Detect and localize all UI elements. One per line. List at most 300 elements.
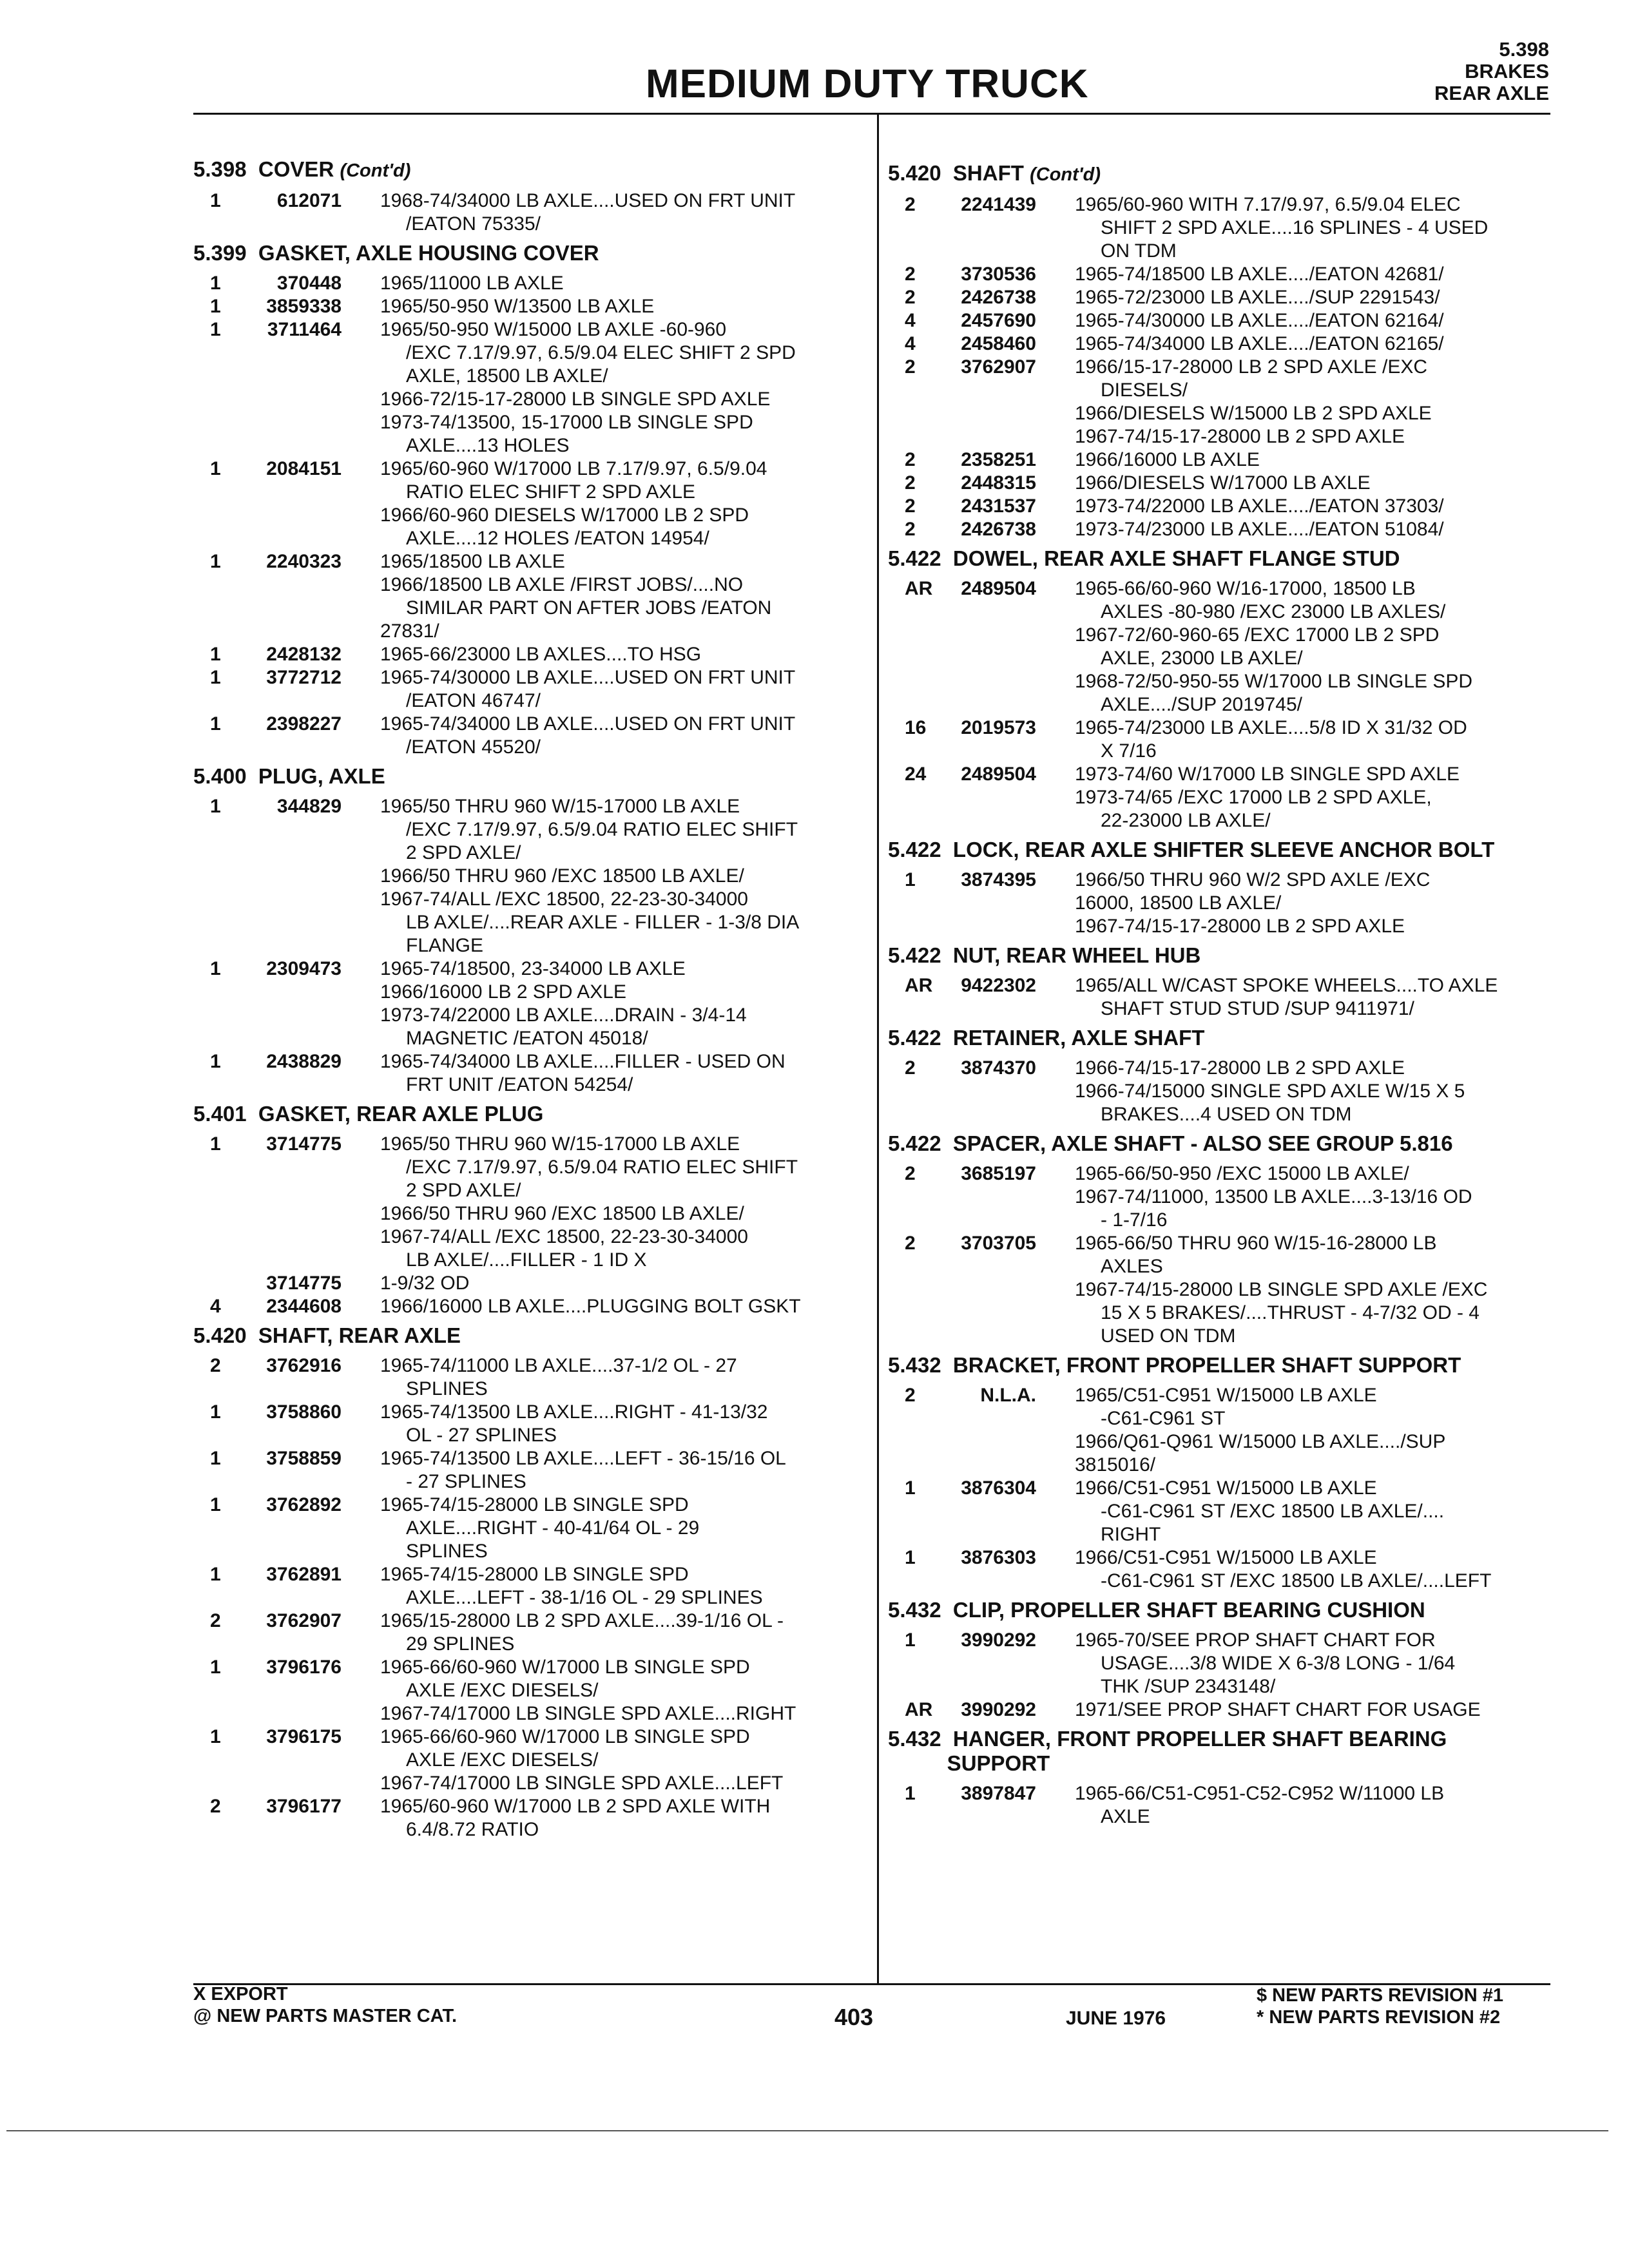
description-line: /EATON 75335/ <box>406 213 541 235</box>
description-line: SPLINES <box>406 1541 488 1562</box>
description-line: SHIFT 2 SPD AXLE....16 SPLINES - 4 USED <box>1101 217 1489 238</box>
part-number: 2398227 <box>266 713 342 735</box>
section-heading <box>888 1727 1558 1776</box>
part-entry <box>888 193 1558 263</box>
part-description <box>380 1354 863 1401</box>
description-line: FLANGE <box>406 935 484 956</box>
part-quantity: 2 <box>210 1796 221 1817</box>
section-subgroup: REAR AXLE <box>1434 82 1549 104</box>
description-line: 1965-72/23000 LB AXLE..../SUP 2291543/ <box>1075 287 1440 308</box>
part-entry <box>888 974 1558 1021</box>
section-heading <box>888 943 1558 968</box>
description-line: 1966/Q61-Q961 W/15000 LB AXLE..../SUP <box>1075 1431 1446 1452</box>
description-line: 1965-74/34000 LB AXLE....FILLER - USED ON <box>380 1051 786 1072</box>
part-quantity: 2 <box>905 1233 916 1254</box>
description-line: 1966/15-17-28000 LB 2 SPD AXLE /EXC <box>1075 356 1428 378</box>
description-line: BRAKES....4 USED ON TDM <box>1101 1104 1352 1125</box>
description-line: SPLINES <box>406 1378 488 1399</box>
part-description <box>380 1795 863 1841</box>
part-quantity: 1 <box>210 1401 221 1423</box>
part-quantity: 1 <box>210 1726 221 1747</box>
part-description <box>1075 495 1558 518</box>
description-line: 1966/DIESELS W/17000 LB AXLE <box>1075 472 1371 494</box>
description-line: 1968-74/34000 LB AXLE....USED ON FRT UNIT <box>380 190 796 211</box>
description-line: RIGHT <box>1101 1524 1161 1545</box>
section-heading-text: 5.400 PLUG, AXLE <box>193 764 385 788</box>
part-description <box>380 1401 863 1447</box>
part-description <box>380 1050 863 1097</box>
section-heading <box>888 546 1558 571</box>
part-entry <box>888 1057 1558 1126</box>
description-line: /EXC 7.17/9.97, 6.5/9.04 RATIO ELEC SHIFT <box>406 1157 798 1178</box>
section-heading <box>888 161 1558 187</box>
description-line: 1965/60-960 WITH 7.17/9.97, 6.5/9.04 ELEC <box>1075 194 1461 215</box>
description-line: 1965-74/34000 LB AXLE..../EATON 62165/ <box>1075 333 1444 354</box>
part-number: 3714775 <box>266 1273 342 1294</box>
description-line: AXLES -80-980 /EXC 23000 LB AXLES/ <box>1101 601 1446 622</box>
description-line: AXLE <box>1101 1806 1150 1827</box>
description-line: 6.4/8.72 RATIO <box>406 1819 539 1840</box>
description-line: -C61-C961 ST /EXC 18500 LB AXLE/....LEFT <box>1101 1570 1492 1591</box>
part-quantity: 2 <box>905 1057 916 1079</box>
section-heading-text: 5.420 SHAFT <box>888 161 1024 185</box>
part-number: 3758859 <box>266 1448 342 1469</box>
part-entry <box>193 1354 863 1401</box>
part-number: 2426738 <box>961 287 1036 308</box>
part-description <box>380 272 863 295</box>
section-heading-text: 5.432 BRACKET, FRONT PROPELLER SHAFT SUPPORT <box>888 1353 1461 1377</box>
description-line: 1966/50 THRU 960 W/2 SPD AXLE /EXC <box>1075 869 1431 890</box>
part-description <box>380 1563 863 1610</box>
description-line: 1966/C51-C951 W/15000 LB AXLE <box>1075 1477 1377 1499</box>
description-line: 1965/60-960 W/17000 LB 2 SPD AXLE WITH <box>380 1796 771 1817</box>
part-description <box>380 457 863 550</box>
part-entry <box>193 1295 863 1318</box>
part-number: 3796176 <box>266 1657 342 1678</box>
part-entry <box>888 356 1558 448</box>
part-quantity: 1 <box>210 273 221 294</box>
description-line: 1965-74/30000 LB AXLE....USED ON FRT UNIT <box>380 667 796 688</box>
description-line: 1967-74/15-17-28000 LB 2 SPD AXLE <box>1075 426 1405 447</box>
section-heading <box>193 1323 863 1348</box>
left-column <box>193 152 863 1841</box>
description-line: 1966/16000 LB AXLE....PLUGGING BOLT GSKT <box>380 1296 801 1317</box>
part-number: 2458460 <box>961 333 1036 354</box>
part-entry <box>888 495 1558 518</box>
part-description <box>1075 974 1558 1021</box>
part-quantity: 1 <box>210 551 221 572</box>
part-entry <box>888 263 1558 286</box>
part-description <box>380 1272 863 1295</box>
section-heading <box>888 1026 1558 1050</box>
part-number: 3714775 <box>266 1133 342 1155</box>
part-description <box>380 795 863 957</box>
part-number: 3859338 <box>266 296 342 317</box>
description-line: 1965-66/50-950 /EXC 15000 LB AXLE/ <box>1075 1163 1409 1184</box>
part-description <box>380 1133 863 1272</box>
description-line: DIESELS/ <box>1101 380 1188 401</box>
part-entry <box>888 716 1558 763</box>
part-quantity: 2 <box>905 287 916 308</box>
section-heading <box>193 157 863 183</box>
section-heading-text: 5.422 NUT, REAR WHEEL HUB <box>888 943 1201 967</box>
description-line: AXLE....LEFT - 38-1/16 OL - 29 SPLINES <box>406 1587 763 1608</box>
part-entry <box>193 1795 863 1841</box>
description-line: SIMILAR PART ON AFTER JOBS /EATON <box>406 597 772 619</box>
part-quantity: 1 <box>210 1051 221 1072</box>
description-line: 1965/ALL W/CAST SPOKE WHEELS....TO AXLE <box>1075 975 1498 996</box>
part-number: 370448 <box>276 273 342 294</box>
description-line: 16000, 18500 LB AXLE/ <box>1075 892 1282 914</box>
part-quantity: 2 <box>905 472 916 494</box>
part-number: 2358251 <box>961 449 1036 470</box>
part-entry <box>888 1477 1558 1546</box>
description-line: AXLE, 23000 LB AXLE/ <box>1101 648 1303 669</box>
description-line: X 7/16 <box>1101 740 1157 762</box>
description-line: 1965-74/34000 LB AXLE....USED ON FRT UNIT <box>380 713 796 735</box>
description-line: 1966/50 THRU 960 /EXC 18500 LB AXLE/ <box>380 865 744 887</box>
description-line: 1967-74/15-28000 LB SINGLE SPD AXLE /EXC <box>1075 1279 1488 1300</box>
part-entry <box>888 448 1558 472</box>
part-number: 2457690 <box>961 310 1036 331</box>
section-heading-text: 5.422 DOWEL, REAR AXLE SHAFT FLANGE STUD <box>888 546 1400 570</box>
part-entry <box>888 1629 1558 1698</box>
part-entry <box>193 318 863 457</box>
part-entry <box>193 713 863 759</box>
part-description <box>1075 472 1558 495</box>
description-line: /EATON 45520/ <box>406 736 541 758</box>
description-line: USAGE....3/8 WIDE X 6-3/8 LONG - 1/64 <box>1101 1653 1456 1674</box>
footer-legend-left <box>193 1983 457 2027</box>
description-line: 1965-66/60-960 W/16-17000, 18500 LB <box>1075 578 1416 599</box>
section-reference <box>1434 39 1549 104</box>
description-line: 22-23000 LB AXLE/ <box>1101 810 1271 831</box>
part-quantity: 1 <box>905 1547 916 1568</box>
description-line: 1965-66/C51-C951-C52-C952 W/11000 LB <box>1075 1783 1445 1804</box>
part-quantity: 1 <box>905 1629 916 1651</box>
section-heading-text: 5.422 LOCK, REAR AXLE SHIFTER SLEEVE ANCHOR BOLT <box>888 838 1495 861</box>
part-quantity: 2 <box>905 449 916 470</box>
description-line: ON TDM <box>1101 240 1177 262</box>
part-description <box>1075 448 1558 472</box>
part-entry <box>888 869 1558 938</box>
description-line: 1965/15-28000 LB 2 SPD AXLE....39-1/16 OL - <box>380 1610 784 1631</box>
part-entry <box>193 1447 863 1494</box>
part-quantity: 2 <box>905 264 916 285</box>
description-line: 1965-66/23000 LB AXLES....TO HSG <box>380 644 702 665</box>
section-heading-text: 5.422 RETAINER, AXLE SHAFT <box>888 1026 1205 1050</box>
part-number: 2489504 <box>961 578 1036 599</box>
description-line: AXLE /EXC DIESELS/ <box>406 1680 599 1701</box>
part-description <box>380 713 863 759</box>
description-line: 1965-74/18500, 23-34000 LB AXLE <box>380 958 686 979</box>
description-line: 1973-74/22000 LB AXLE....DRAIN - 3/4-14 <box>380 1004 747 1026</box>
part-number: 3876303 <box>961 1547 1036 1568</box>
part-number: 344829 <box>276 796 342 817</box>
part-description <box>1075 263 1558 286</box>
part-quantity: 1 <box>210 1564 221 1585</box>
description-line: -C61-C961 ST /EXC 18500 LB AXLE/.... <box>1101 1501 1445 1522</box>
part-entry <box>193 189 863 236</box>
part-description <box>380 1656 863 1725</box>
description-line: 1966/50 THRU 960 /EXC 18500 LB AXLE/ <box>380 1203 744 1224</box>
section-heading <box>193 764 863 789</box>
description-line: 1971/SEE PROP SHAFT CHART FOR USAGE <box>1075 1699 1481 1720</box>
part-quantity: 1 <box>210 458 221 479</box>
part-number: 3730536 <box>961 264 1036 285</box>
page-number: 403 <box>834 2004 874 2030</box>
part-description <box>1075 869 1558 938</box>
part-entry <box>888 518 1558 541</box>
part-number: 3762907 <box>266 1610 342 1631</box>
section-heading-text: 5.432 CLIP, PROPELLER SHAFT BEARING CUSHION <box>888 1598 1425 1622</box>
part-number: 3758860 <box>266 1401 342 1423</box>
description-line: 1965/60-960 W/17000 LB 7.17/9.97, 6.5/9.04 <box>380 458 767 479</box>
part-description <box>1075 1057 1558 1126</box>
part-number: 3711464 <box>267 319 342 340</box>
description-line: 1965/50-950 W/15000 LB AXLE -60-960 <box>380 319 727 340</box>
part-description <box>1075 1477 1558 1546</box>
part-quantity: AR <box>905 975 933 996</box>
description-line: 1966-72/15-17-28000 LB SINGLE SPD AXLE <box>380 389 771 410</box>
description-line: 1966/16000 LB AXLE <box>1075 449 1260 470</box>
part-description <box>1075 1782 1558 1829</box>
part-number: 2344608 <box>266 1296 342 1317</box>
description-line: 1967-74/ALL /EXC 18500, 22-23-30-34000 <box>380 1226 748 1247</box>
description-line: 1965-74/11000 LB AXLE....37-1/2 OL - 27 <box>380 1355 737 1376</box>
part-quantity: 2 <box>905 495 916 517</box>
export-note: X EXPORT <box>193 1984 288 2004</box>
part-quantity: 24 <box>905 764 927 785</box>
description-line: AXLES <box>1101 1256 1163 1277</box>
part-description <box>1075 1698 1558 1722</box>
part-description <box>380 318 863 457</box>
part-number: 3796177 <box>266 1796 342 1817</box>
part-number: 2428132 <box>266 644 342 665</box>
section-heading <box>888 1598 1558 1622</box>
description-line: 1967-74/11000, 13500 LB AXLE....3-13/16 OD <box>1075 1186 1472 1207</box>
description-line: AXLE /EXC DIESELS/ <box>406 1749 599 1771</box>
description-line: /EXC 7.17/9.97, 6.5/9.04 ELEC SHIFT 2 SPD <box>406 342 796 363</box>
description-line: 1965-66/60-960 W/17000 LB SINGLE SPD <box>380 1726 750 1747</box>
part-quantity: 1 <box>210 958 221 979</box>
part-number: 3762907 <box>961 356 1036 378</box>
part-quantity: 1 <box>210 190 221 211</box>
description-line: 1965/50 THRU 960 W/15-17000 LB AXLE <box>380 1133 740 1155</box>
part-number: 9422302 <box>961 975 1036 996</box>
part-entry <box>888 286 1558 309</box>
part-number: 3796175 <box>266 1726 342 1747</box>
part-number: 3874395 <box>961 869 1036 890</box>
part-quantity: 2 <box>905 1385 916 1406</box>
section-heading-text: 5.432 HANGER, FRONT PROPELLER SHAFT BEARING SUPPORT <box>888 1727 1447 1775</box>
description-line: LB AXLE/....FILLER - 1 ID X <box>406 1249 647 1271</box>
part-description <box>1075 1162 1558 1232</box>
description-line: 1965-74/30000 LB AXLE..../EATON 62164/ <box>1075 310 1444 331</box>
description-line: 2 SPD AXLE/ <box>406 842 521 863</box>
part-quantity: 4 <box>210 1296 221 1317</box>
description-line: 1973-74/13500, 15-17000 LB SINGLE SPD <box>380 412 753 433</box>
part-entry <box>888 1384 1558 1477</box>
description-line: AXLE....13 HOLES <box>406 435 570 456</box>
part-number: 2489504 <box>961 764 1036 785</box>
description-line: 3815016/ <box>1075 1454 1156 1475</box>
description-line: OL - 27 SPLINES <box>406 1425 557 1446</box>
description-line: 1965/50 THRU 960 W/15-17000 LB AXLE <box>380 796 740 817</box>
part-entry <box>888 332 1558 356</box>
part-quantity: 2 <box>905 194 916 215</box>
description-line: /EATON 46747/ <box>406 690 541 711</box>
section-heading <box>193 1102 863 1126</box>
continued-label: (Cont'd) <box>340 160 411 181</box>
part-quantity: AR <box>905 1699 933 1720</box>
part-entry <box>888 1232 1558 1348</box>
section-code: 5.398 <box>1499 38 1549 61</box>
description-line: RATIO ELEC SHIFT 2 SPD AXLE <box>406 481 696 503</box>
part-description <box>1075 309 1558 332</box>
description-line: 1973-74/22000 LB AXLE..../EATON 37303/ <box>1075 495 1444 517</box>
description-line: 1973-74/23000 LB AXLE..../EATON 51084/ <box>1075 519 1444 540</box>
part-entry <box>193 795 863 957</box>
description-line: USED ON TDM <box>1101 1325 1236 1347</box>
part-description <box>380 1494 863 1563</box>
description-line: MAGNETIC /EATON 45018/ <box>406 1028 648 1049</box>
description-line: 1965-74/13500 LB AXLE....RIGHT - 41-13/32 <box>380 1401 768 1423</box>
description-line: 1965/C51-C951 W/15000 LB AXLE <box>1075 1385 1377 1406</box>
part-quantity: 1 <box>210 1448 221 1469</box>
part-entry <box>193 1050 863 1097</box>
part-number: 2309473 <box>266 958 342 979</box>
description-line: 1-9/32 OD <box>380 1273 470 1294</box>
description-line: 27831/ <box>380 620 439 642</box>
publication-date: JUNE 1976 <box>1066 2008 1166 2029</box>
part-number: 3874370 <box>961 1057 1036 1079</box>
part-description <box>380 1295 863 1318</box>
part-entry <box>888 1698 1558 1722</box>
part-number: 2426738 <box>961 519 1036 540</box>
part-entry <box>193 1494 863 1563</box>
part-description <box>380 189 863 236</box>
section-heading-text: 5.420 SHAFT, REAR AXLE <box>193 1323 461 1347</box>
part-entry <box>888 309 1558 332</box>
part-entry <box>193 272 863 295</box>
description-line: 1968-72/50-950-55 W/17000 LB SINGLE SPD <box>1075 671 1473 692</box>
description-line: 1965/50-950 W/13500 LB AXLE <box>380 296 655 317</box>
part-description <box>1075 193 1558 263</box>
footer-legend-right <box>1257 1984 1503 2028</box>
description-line: THK /SUP 2343148/ <box>1101 1676 1276 1697</box>
description-line: - 1-7/16 <box>1101 1209 1168 1231</box>
part-quantity: 4 <box>905 333 916 354</box>
description-line: 1965/18500 LB AXLE <box>380 551 565 572</box>
part-description <box>1075 577 1558 716</box>
section-heading-text: 5.401 GASKET, REAR AXLE PLUG <box>193 1102 544 1126</box>
part-quantity: 2 <box>905 519 916 540</box>
description-line: 1966/C51-C951 W/15000 LB AXLE <box>1075 1547 1377 1568</box>
part-quantity: 2 <box>905 1163 916 1184</box>
description-line: -C61-C961 ST <box>1101 1408 1226 1429</box>
revision-note-2: * NEW PARTS REVISION #2 <box>1257 2007 1501 2028</box>
part-description <box>1075 1232 1558 1348</box>
part-quantity: 2 <box>210 1355 221 1376</box>
column-divider <box>877 115 879 1983</box>
part-number: 3990292 <box>961 1629 1036 1651</box>
part-quantity: 1 <box>210 667 221 688</box>
description-line: 1965-74/13500 LB AXLE....LEFT - 36-15/16 OL <box>380 1448 786 1469</box>
part-number: 2019573 <box>961 717 1036 738</box>
part-quantity: 1 <box>210 296 221 317</box>
part-description <box>1075 1546 1558 1593</box>
description-line: FRT UNIT /EATON 54254/ <box>406 1074 633 1095</box>
description-line: 2 SPD AXLE/ <box>406 1180 521 1201</box>
part-description <box>1075 1629 1558 1698</box>
part-number: 3990292 <box>961 1699 1036 1720</box>
part-quantity: 1 <box>905 869 916 890</box>
part-number: 2084151 <box>266 458 342 479</box>
description-line: 1967-72/60-960-65 /EXC 17000 LB 2 SPD <box>1075 624 1440 646</box>
part-description <box>380 643 863 666</box>
part-number: 612071 <box>276 190 342 211</box>
section-heading-text: 5.399 GASKET, AXLE HOUSING COVER <box>193 241 599 265</box>
part-number: 3703705 <box>961 1233 1036 1254</box>
part-number: 2240323 <box>266 551 342 572</box>
master-catalog-note: @ NEW PARTS MASTER CAT. <box>193 2006 458 2026</box>
section-group: BRAKES <box>1465 60 1549 82</box>
part-description <box>380 1447 863 1494</box>
part-entry <box>888 1782 1558 1829</box>
part-number: 2431537 <box>961 495 1036 517</box>
description-line: AXLE....12 HOLES /EATON 14954/ <box>406 528 709 549</box>
description-line: 1965-74/23000 LB AXLE....5/8 ID X 31/32 OD <box>1075 717 1467 738</box>
part-number: 3772712 <box>266 667 342 688</box>
description-line: 1967-74/17000 LB SINGLE SPD AXLE....RIGHT <box>380 1703 796 1724</box>
part-number: N.L.A. <box>980 1385 1036 1406</box>
description-line: 1966/16000 LB 2 SPD AXLE <box>380 981 626 1003</box>
part-entry <box>193 643 863 666</box>
part-number: 3762892 <box>266 1494 342 1515</box>
part-description <box>1075 518 1558 541</box>
description-line: 1966-74/15000 SINGLE SPD AXLE W/15 X 5 <box>1075 1081 1465 1102</box>
part-description <box>1075 286 1558 309</box>
part-description <box>1075 763 1558 832</box>
part-entry <box>193 957 863 1050</box>
part-quantity: 16 <box>905 717 927 738</box>
part-entry <box>193 457 863 550</box>
description-line: 1973-74/65 /EXC 17000 LB 2 SPD AXLE, <box>1075 787 1432 808</box>
description-line: 15 X 5 BRAKES/....THRUST - 4-7/32 OD - 4 <box>1101 1302 1480 1323</box>
description-line: SHAFT STUD STUD /SUP 9411971/ <box>1101 998 1414 1019</box>
description-line: - 27 SPLINES <box>406 1471 526 1492</box>
part-entry <box>888 577 1558 716</box>
part-number: 3762891 <box>266 1564 342 1585</box>
part-description <box>1075 332 1558 356</box>
description-line: 1965-74/15-28000 LB SINGLE SPD <box>380 1564 689 1585</box>
right-column <box>888 156 1558 1829</box>
part-entry <box>193 666 863 713</box>
part-number: 3762916 <box>266 1355 342 1376</box>
part-number: 3685197 <box>961 1163 1036 1184</box>
part-entry <box>888 1546 1558 1593</box>
part-quantity: 1 <box>210 796 221 817</box>
description-line: 1966/60-960 DIESELS W/17000 LB 2 SPD <box>380 505 749 526</box>
page-edge-rule <box>6 2130 1608 2131</box>
part-number: 2438829 <box>266 1051 342 1072</box>
description-line: 1965-66/60-960 W/17000 LB SINGLE SPD <box>380 1657 750 1678</box>
part-entry <box>193 1563 863 1610</box>
part-quantity: 1 <box>210 319 221 340</box>
description-line: 1966/18500 LB AXLE /FIRST JOBS/....NO <box>380 574 744 595</box>
part-description <box>380 666 863 713</box>
